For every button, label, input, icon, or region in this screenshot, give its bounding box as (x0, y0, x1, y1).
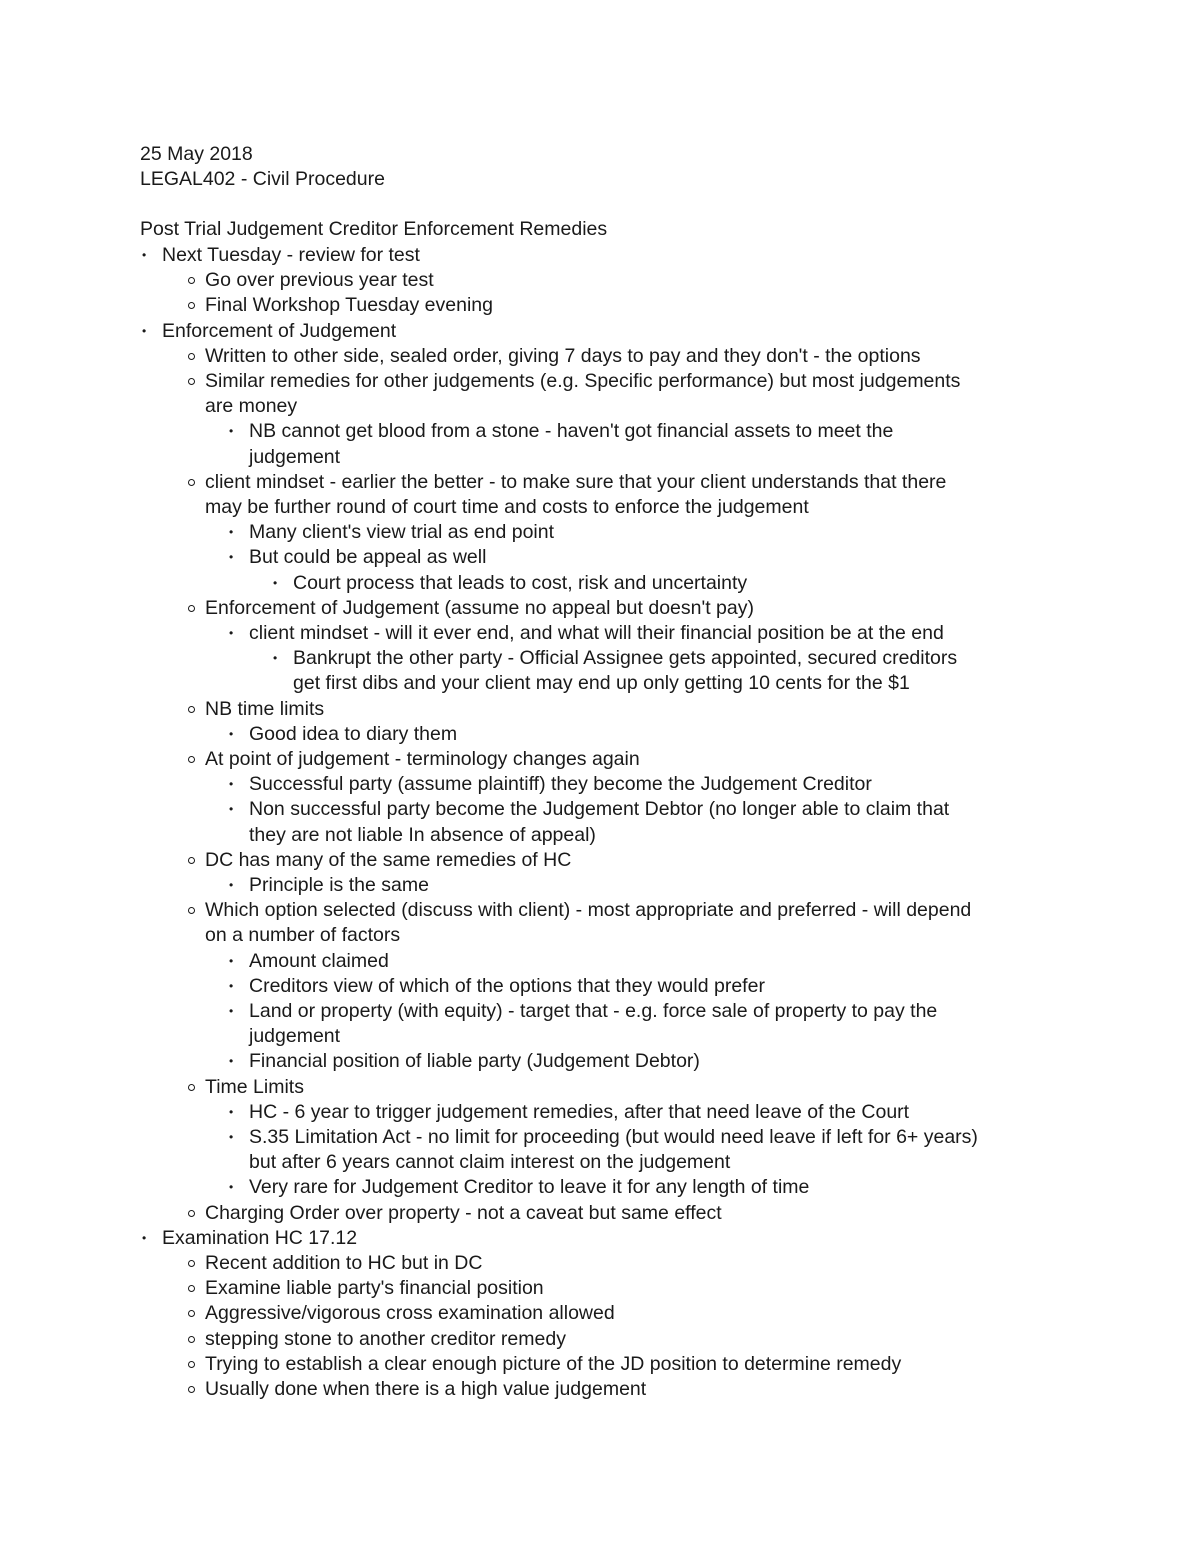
bullet-dot-icon: • (273, 651, 278, 665)
list-item-level-3: Non successful party become the Judgement Debtor (no longer able to claim that (249, 798, 950, 820)
list-item-level-2: Enforcement of Judgement (assume no appeal but doesn't pay) (205, 597, 754, 619)
list-item-level-2: At point of judgement - terminology changes again (205, 748, 640, 770)
hollow-circle-bullet-icon (188, 857, 195, 864)
list-item-level-2: Recent addition to HC but in DC (205, 1252, 483, 1274)
hollow-circle-bullet-icon (188, 1361, 195, 1368)
bullet-dot-icon: • (229, 626, 234, 640)
list-item-level-2: client mindset - earlier the better - to make sure that your client understands that there (205, 471, 947, 493)
list-item-level-1: Examination HC 17.12 (162, 1227, 358, 1249)
list-item-level-4: Court process that leads to cost, risk and uncertainty (293, 572, 748, 594)
list-item-level-3: Principle is the same (249, 874, 429, 896)
bullet-dot-icon: • (229, 1105, 234, 1119)
list-item-level-2: NB time limits (205, 698, 325, 720)
list-item-level-2: DC has many of the same remedies of HC (205, 849, 572, 871)
bullet-dot-icon: • (229, 550, 234, 564)
list-item-continuation: judgement (249, 1025, 341, 1047)
hollow-circle-bullet-icon (188, 907, 195, 914)
bullet-dot-icon: • (229, 954, 234, 968)
list-item-level-3: Successful party (assume plaintiff) they become the Judgement Creditor (249, 773, 872, 795)
hollow-circle-bullet-icon (188, 706, 195, 713)
bullet-dot-icon: • (229, 979, 234, 993)
bullet-dot-icon: • (229, 1180, 234, 1194)
list-item-continuation: they are not liable In absence of appeal) (249, 824, 596, 846)
bullet-dot-icon: • (229, 777, 234, 791)
list-item-continuation: are money (205, 395, 298, 417)
list-item-level-3: Very rare for Judgement Creditor to leave it for any length of time (249, 1176, 810, 1198)
hollow-circle-bullet-icon (188, 1336, 195, 1343)
list-item-level-3: But could be appeal as well (249, 546, 487, 568)
list-item-continuation: may be further round of court time and costs to enforce the judgement (205, 496, 809, 518)
bullet-dot-icon: • (229, 802, 234, 816)
hollow-circle-bullet-icon (188, 1310, 195, 1317)
hollow-circle-bullet-icon (188, 479, 195, 486)
bullet-dot-icon: • (142, 248, 147, 262)
list-item-continuation: judgement (249, 446, 341, 468)
list-item-level-1: Next Tuesday - review for test (162, 244, 420, 266)
list-item-level-3: Financial position of liable party (Judgement Debtor) (249, 1050, 700, 1072)
list-item-level-2: Final Workshop Tuesday evening (205, 294, 493, 316)
bullet-dot-icon: • (229, 525, 234, 539)
bullet-dot-icon: • (273, 576, 278, 590)
list-item-level-1: Enforcement of Judgement (162, 320, 397, 342)
list-item-level-3: Many client's view trial as end point (249, 521, 555, 543)
list-item-continuation: get first dibs and your client may end up only getting 10 cents for the $1 (293, 672, 910, 694)
hollow-circle-bullet-icon (188, 756, 195, 763)
list-item-level-3: NB cannot get blood from a stone - haven't got financial assets to meet the (249, 420, 894, 442)
hollow-circle-bullet-icon (188, 1084, 195, 1091)
hollow-circle-bullet-icon (188, 605, 195, 612)
course-title: LEGAL402 - Civil Procedure (140, 168, 385, 190)
bullet-dot-icon: • (142, 324, 147, 338)
list-item-level-2: Similar remedies for other judgements (e.g. Specific performance) but most judgements (205, 370, 961, 392)
document-date: 25 May 2018 (140, 143, 253, 165)
list-item-level-3: Creditors view of which of the options that they would prefer (249, 975, 765, 997)
bullet-dot-icon: • (229, 1130, 234, 1144)
list-item-level-3: client mindset - will it ever end, and what will their financial position be at the end (249, 622, 944, 644)
list-item-level-2: Go over previous year test (205, 269, 434, 291)
hollow-circle-bullet-icon (188, 1210, 195, 1217)
list-item-level-2: Examine liable party's financial position (205, 1277, 544, 1299)
hollow-circle-bullet-icon (188, 277, 195, 284)
list-item-level-2: Usually done when there is a high value judgement (205, 1378, 647, 1400)
hollow-circle-bullet-icon (188, 1260, 195, 1267)
list-item-level-3: HC - 6 year to trigger judgement remedies, after that need leave of the Court (249, 1101, 910, 1123)
list-item-level-2: Time Limits (205, 1076, 304, 1098)
list-item-continuation: but after 6 years cannot claim interest on the judgement (249, 1151, 731, 1173)
hollow-circle-bullet-icon (188, 378, 195, 385)
list-item-level-2: Which option selected (discuss with client) - most appropriate and preferred - will depend (205, 899, 972, 921)
hollow-circle-bullet-icon (188, 353, 195, 360)
hollow-circle-bullet-icon (188, 302, 195, 309)
list-item-level-2: Written to other side, sealed order, giving 7 days to pay and they don't - the options (205, 345, 921, 367)
list-item-level-3: Land or property (with equity) - target that - e.g. force sale of property to pay the (249, 1000, 938, 1022)
bullet-dot-icon: • (229, 1054, 234, 1068)
bullet-dot-icon: • (142, 1231, 147, 1245)
bullet-dot-icon: • (229, 727, 234, 741)
section-heading: Post Trial Judgement Creditor Enforcement Remedies (140, 218, 608, 240)
list-item-level-3: Amount claimed (249, 950, 389, 972)
hollow-circle-bullet-icon (188, 1285, 195, 1292)
bullet-dot-icon: • (229, 878, 234, 892)
list-item-level-3: Good idea to diary them (249, 723, 458, 745)
list-item-level-2: Aggressive/vigorous cross examination allowed (205, 1302, 615, 1324)
list-item-level-2: Trying to establish a clear enough picture of the JD position to determine remedy (205, 1353, 902, 1375)
hollow-circle-bullet-icon (188, 1386, 195, 1393)
list-item-level-4: Bankrupt the other party - Official Assignee gets appointed, secured creditors (293, 647, 958, 669)
bullet-dot-icon: • (229, 424, 234, 438)
bullet-dot-icon: • (229, 1004, 234, 1018)
list-item-continuation: on a number of factors (205, 924, 401, 946)
list-item-level-3: S.35 Limitation Act - no limit for proceeding (but would need leave if left for 6+ years) (249, 1126, 978, 1148)
list-item-level-2: Charging Order over property - not a caveat but same effect (205, 1202, 722, 1224)
list-item-level-2: stepping stone to another creditor remedy (205, 1328, 566, 1350)
